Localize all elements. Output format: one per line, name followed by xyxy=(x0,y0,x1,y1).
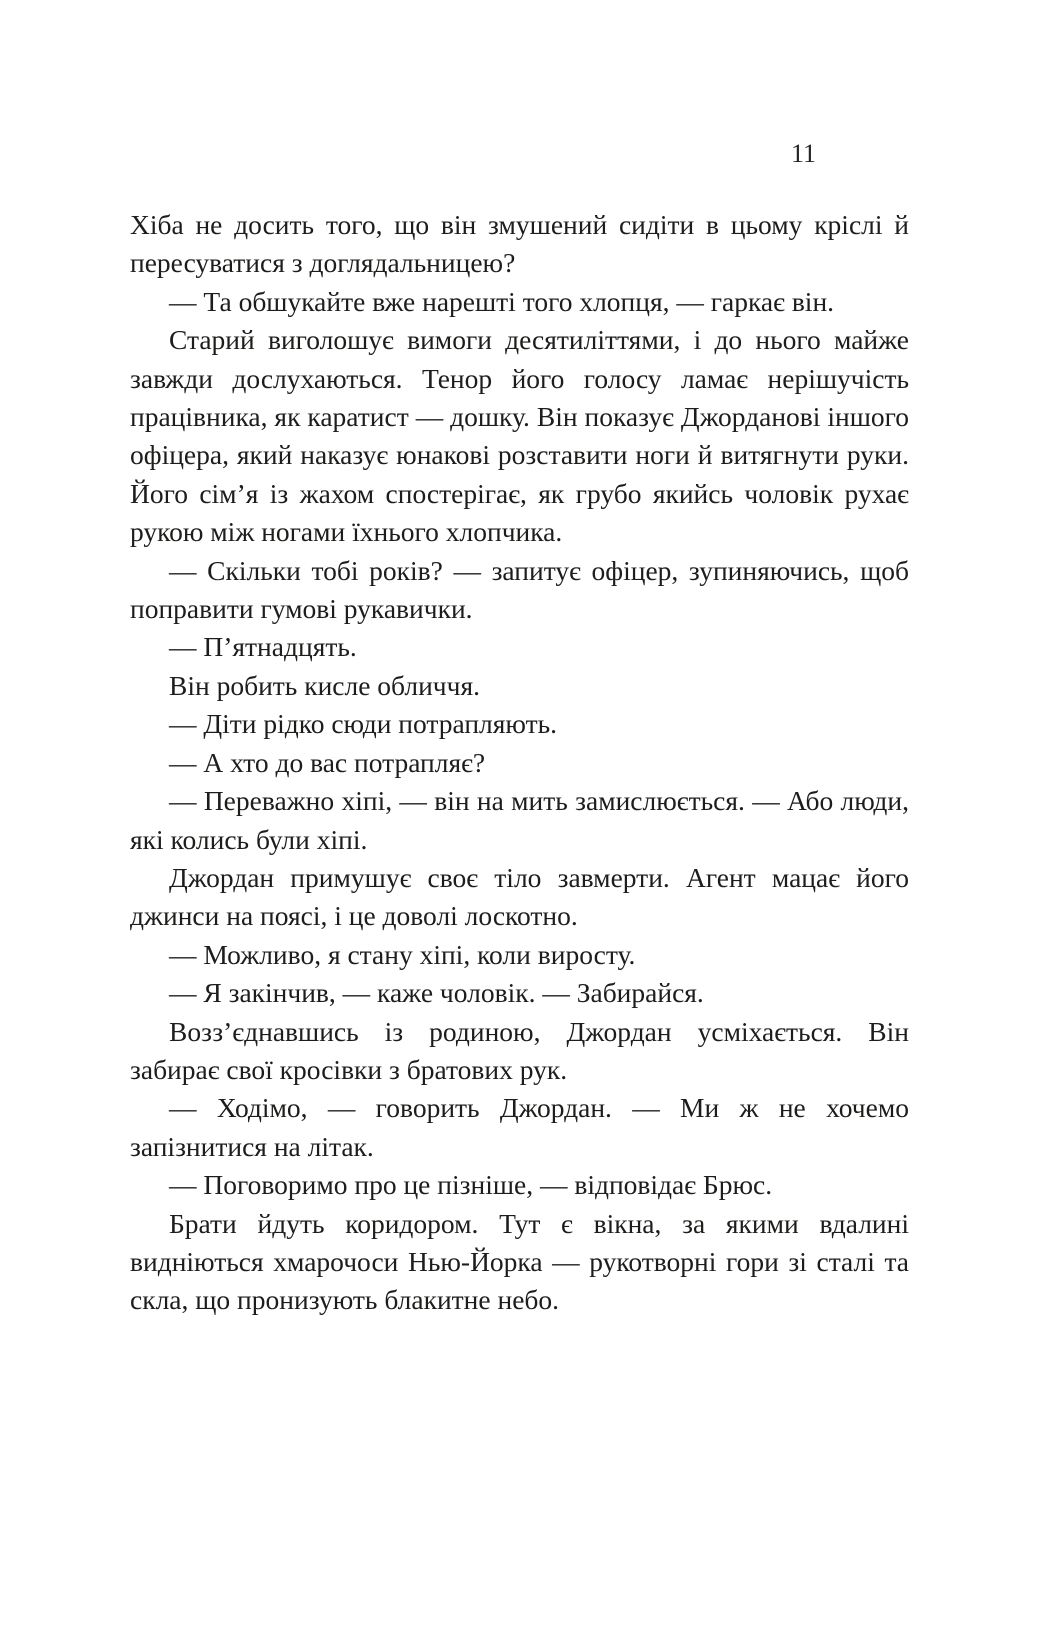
paragraph-dialogue: — Ходімо, — говорить Джордан. — Ми ж не хочемо запізнитися на літак. xyxy=(130,1092,909,1162)
paragraph-dialogue: — Діти рідко сюди потрапляють. xyxy=(169,708,558,740)
paragraph-narration: Він робить кисле обличчя. xyxy=(169,669,480,701)
paragraph-dialogue: — Можливо, я стану хіпі, коли виросту. xyxy=(169,938,636,970)
paragraph-narration: Старий виголошує вимоги десятиліттями, і до нього майже завжди дослухаються. Тенор його голосу ламає нерішучість працівника, як каратист — дошку. Він показує Джорданові іншого офіцера, який наказує юнакові розставити ноги й витягнути руки. Його сім’я із жахом спостерігає, як грубо якийсь чоловік рухає рукою між ногами їхнього хлопчика. xyxy=(130,324,909,548)
paragraph-dialogue: — П’ятнадцять. xyxy=(169,631,357,663)
paragraph-dialogue: — Я закінчив, — каже чоловік. — Забирайся. xyxy=(169,977,704,1009)
paragraph-dialogue: — А хто до вас потрапляє? xyxy=(169,746,486,778)
paragraph-narration: Брати йдуть коридором. Тут є вікна, за якими вдалині видніються хмарочоси Нью-Йорка — рукотворні гори зі сталі та скла, що пронизують блакитне небо. xyxy=(130,1207,909,1316)
text-block xyxy=(130,206,909,1320)
paragraph-dialogue: — Скільки тобі років? — запитує офіцер, зупиняючись, щоб поправити гумові рукавички. xyxy=(130,554,909,625)
paragraph-dialogue: — Переважно хіпі, — він на мить замислюється. — Або люди, які колись були хіпі. xyxy=(130,785,909,855)
paragraph-continuation: Хіба не досить того, що він змушений сидіти в цьому кріслі й пересуватися з доглядальницею? xyxy=(130,209,909,279)
paragraph-narration: Джордан примушує своє тіло завмерти. Агент мацає його джинси на поясі, і це доволі лоскотно. xyxy=(130,861,909,932)
page-number: 11 xyxy=(791,139,817,168)
paragraph-narration: Возз’єднавшись із родиною, Джордан усміхається. Він забирає свої кросівки з братових рук. xyxy=(130,1015,909,1085)
paragraph-dialogue: — Поговоримо про це пізніше, — відповідає Брюс. xyxy=(169,1169,773,1201)
paragraph-dialogue: — Та обшукайте вже нарешті того хлопця, — гаркає він. xyxy=(169,285,835,317)
